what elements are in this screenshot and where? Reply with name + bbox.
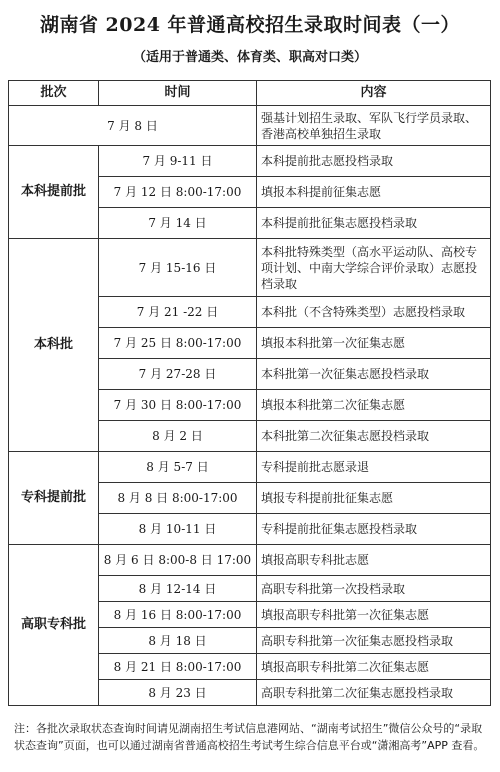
content-cell: 高职专科批第一次征集志愿投档录取 (257, 628, 491, 654)
time-cell: 7 月 27-28 日 (99, 359, 257, 390)
batch-cell-zhuanke-tiqian: 专科提前批 (9, 452, 99, 545)
time-cell: 8 月 18 日 (99, 628, 257, 654)
admission-schedule-table (8, 80, 491, 706)
time-cell: 8 月 12-14 日 (99, 576, 257, 602)
time-cell: 8 月 16 日 8:00-17:00 (99, 602, 257, 628)
header-content: 内容 (257, 81, 491, 106)
table-row (9, 452, 491, 483)
content-cell: 填报专科提前批征集志愿 (257, 483, 491, 514)
content-cell: 本科批特殊类型（高水平运动队、高校专项计划、中南大学综合评价录取）志愿投档录取 (257, 239, 491, 297)
content-cell: 强基计划招生录取、军队飞行学员录取、香港高校单独招生录取 (257, 106, 491, 146)
content-cell: 本科批（不含特殊类型）志愿投档录取 (257, 297, 491, 328)
batch-cell-benke: 本科批 (9, 239, 99, 452)
content-cell: 填报高职专科批志愿 (257, 545, 491, 576)
table-row (9, 146, 491, 177)
content-cell: 本科提前批征集志愿投档录取 (257, 208, 491, 239)
time-cell: 7 月 15-16 日 (99, 239, 257, 297)
content-cell: 填报高职专科批第二次征集志愿 (257, 654, 491, 680)
time-cell: 8 月 10-11 日 (99, 514, 257, 545)
time-cell: 7 月 8 日 (9, 106, 257, 146)
batch-cell-benke-tiqian: 本科提前批 (9, 146, 99, 239)
time-cell: 8 月 5-7 日 (99, 452, 257, 483)
table-row (9, 106, 491, 146)
content-cell: 高职专科批第二次征集志愿投档录取 (257, 680, 491, 706)
time-cell: 8 月 2 日 (99, 421, 257, 452)
time-cell: 7 月 9-11 日 (99, 146, 257, 177)
time-cell: 8 月 6 日 8:00-8 日 17:00 (99, 545, 257, 576)
page-subtitle: （适用于普通类、体育类、职高对口类） (132, 50, 367, 65)
header-time: 时间 (99, 81, 257, 106)
content-cell: 高职专科批第一次投档录取 (257, 576, 491, 602)
content-cell: 本科提前批志愿投档录取 (257, 146, 491, 177)
content-cell: 填报本科批第一次征集志愿 (257, 328, 491, 359)
time-cell: 8 月 8 日 8:00-17:00 (99, 483, 257, 514)
content-cell: 专科提前批志愿录退 (257, 452, 491, 483)
footnote: 注：各批次录取状态查询时间请见湖南招生考试信息港网站、“湖南考试招生”微信公众号的“录取状态查询”页面，也可以通过湖南省普通高校招生考试考生综合信息平台或“潇湘高考”APP 查看。 (14, 722, 485, 752)
content-cell: 填报本科提前征集志愿 (257, 177, 491, 208)
content-cell: 填报高职专科批第一次征集志愿 (257, 602, 491, 628)
batch-cell-gaozhi-zhuanke: 高职专科批 (9, 545, 99, 706)
time-cell: 7 月 14 日 (99, 208, 257, 239)
time-cell: 7 月 30 日 8:00-17:00 (99, 390, 257, 421)
time-cell: 7 月 25 日 8:00-17:00 (99, 328, 257, 359)
time-cell: 8 月 21 日 8:00-17:00 (99, 654, 257, 680)
time-cell: 8 月 23 日 (99, 680, 257, 706)
table-row (9, 545, 491, 576)
content-cell: 本科批第一次征集志愿投档录取 (257, 359, 491, 390)
content-cell: 本科批第二次征集志愿投档录取 (257, 421, 491, 452)
header-batch: 批次 (9, 81, 99, 106)
table-row (9, 239, 491, 297)
table-header-row (9, 81, 491, 106)
page-title: 湖南省 2024 年普通高校招生录取时间表（一） (39, 14, 461, 36)
content-cell: 填报本科批第二次征集志愿 (257, 390, 491, 421)
time-cell: 7 月 21 -22 日 (99, 297, 257, 328)
content-cell: 专科提前批征集志愿投档录取 (257, 514, 491, 545)
time-cell: 7 月 12 日 8:00-17:00 (99, 177, 257, 208)
